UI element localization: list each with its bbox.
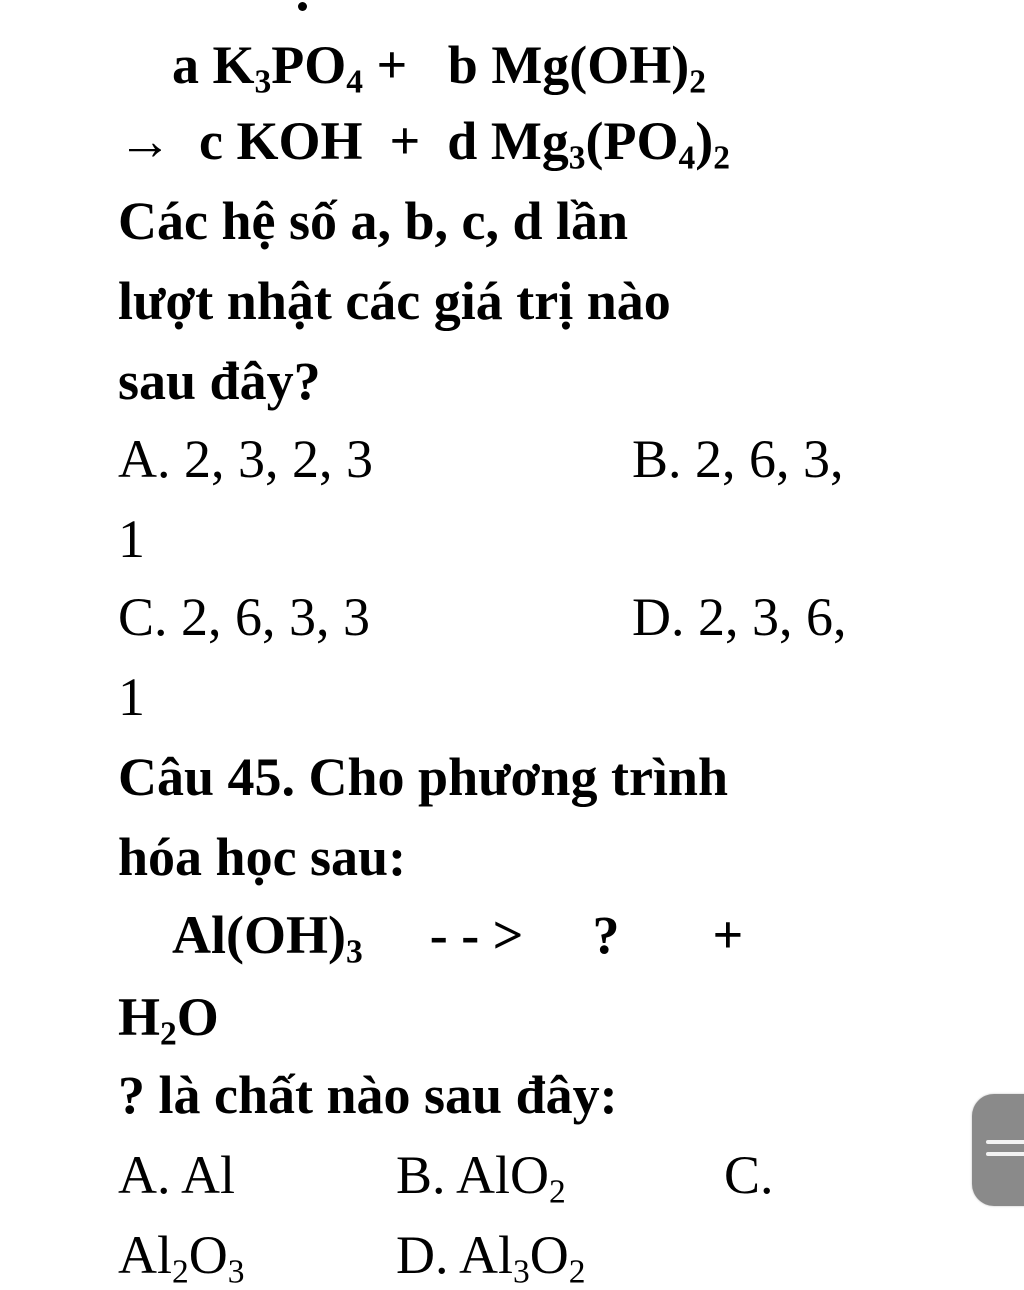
arrow-icon: → bbox=[118, 111, 172, 171]
coef-a: a bbox=[172, 35, 199, 95]
equation-reactants bbox=[172, 35, 706, 101]
formula-h2o: $H_2O$ bbox=[118, 987, 219, 1053]
plus-sign: + bbox=[712, 905, 744, 965]
option-c[interactable]: C. 2, 6, 3, 3 bbox=[118, 587, 371, 647]
option-d-continued: 1 bbox=[118, 667, 145, 727]
formula-mgoh2: $Mg(OH)_2$ bbox=[491, 35, 706, 101]
question45-line-1: Câu 45. Cho phương trình bbox=[118, 747, 728, 807]
option45-c[interactable]: C. bbox=[724, 1145, 774, 1205]
plus-sign: + bbox=[376, 35, 408, 95]
option-b-continued: 1 bbox=[118, 509, 145, 569]
question-line-1: Các hệ số a, b, c, d lần bbox=[118, 191, 629, 251]
question-line-3: sau đây? bbox=[118, 351, 321, 411]
formula-aloh3: $Al(OH)_3$ bbox=[172, 905, 363, 971]
arrow-dashed: - - > bbox=[429, 905, 524, 965]
question-line-2: lượt nhật các giá trị nào bbox=[118, 271, 671, 331]
equation45 bbox=[172, 905, 744, 971]
coef-b: b bbox=[447, 35, 478, 95]
option45-c-formula: $Al_2O_3$ bbox=[118, 1225, 245, 1290]
question45-prompt: ? là chất nào sau đây: bbox=[118, 1065, 618, 1125]
handle-grip-icon bbox=[986, 1152, 1024, 1156]
formula-koh: KOH bbox=[236, 111, 363, 171]
coef-d: d bbox=[447, 111, 478, 171]
formula-k3po4: $K_3PO_4$ bbox=[212, 35, 363, 101]
handle-grip-icon bbox=[986, 1140, 1024, 1144]
plus-sign: + bbox=[389, 111, 421, 171]
option-d[interactable]: D. 2, 3, 6, bbox=[632, 587, 847, 647]
scroll-handle[interactable] bbox=[972, 1094, 1024, 1206]
question45-line-2: hóa học sau: bbox=[118, 827, 407, 887]
formula-mg3po42: $Mg_3(PO_4)_2$ bbox=[490, 111, 730, 177]
unknown-product: ? bbox=[592, 905, 620, 965]
option-b[interactable]: B. 2, 6, 3, bbox=[632, 429, 844, 489]
option45-a[interactable]: A. Al bbox=[118, 1145, 236, 1205]
option45-b[interactable]: B. AlO$_2$ bbox=[396, 1145, 566, 1211]
option-a[interactable]: A. 2, 3, 2, 3 bbox=[118, 429, 373, 489]
coef-c: c bbox=[199, 111, 223, 171]
equation-products bbox=[118, 111, 730, 177]
option45-d[interactable]: D. $Al_3O_2$ bbox=[396, 1225, 586, 1290]
stray-dot bbox=[298, 2, 307, 11]
